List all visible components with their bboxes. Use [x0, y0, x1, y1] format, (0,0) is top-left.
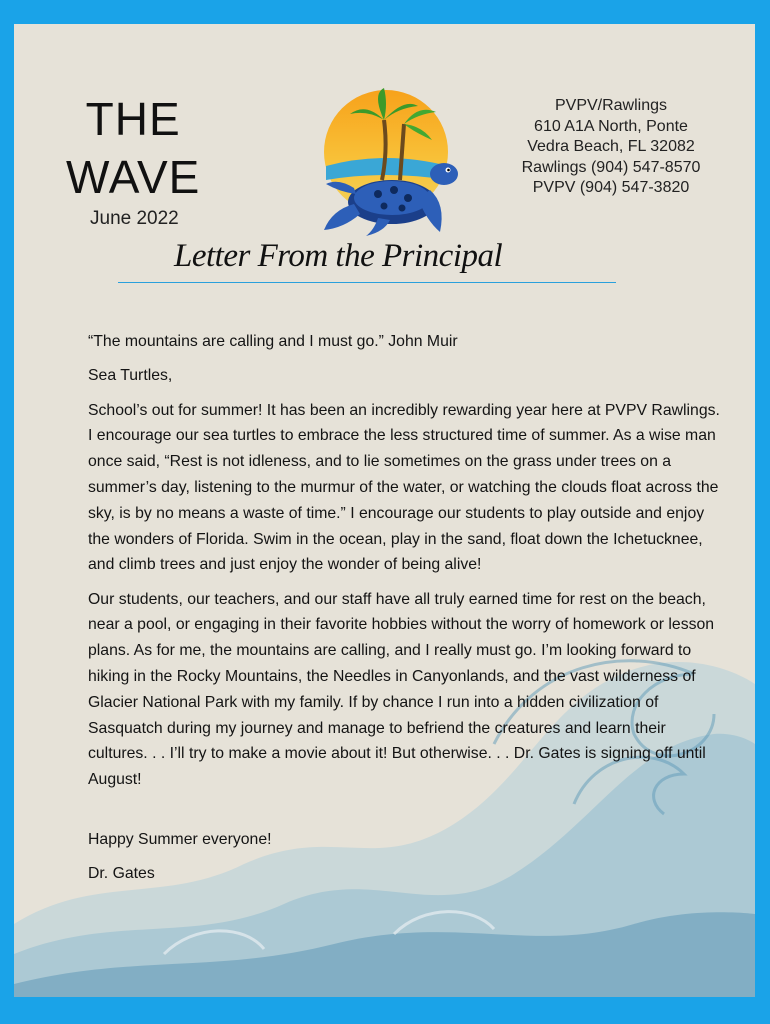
newsletter-title: [66, 90, 200, 206]
phone-pvpv: PVPV (904) 547-3820: [532, 179, 690, 196]
phone-rawlings: Rawlings (904) 547-8570: [521, 158, 701, 176]
title-line-2: WAVE: [66, 151, 201, 203]
opening-quote: “The mountains are calling and I must go.” John Muir: [88, 333, 458, 350]
letter-paragraph-1: School’s out for summer! It has been an incredibly rewarding year here at PVPV Rawlings. I encourage our sea turtles to embrace the less structured time of summer. As a wise man once said, “Rest is not idleness, and to lie sometimes on the grass under trees on a summer’s day, listening to the murmur of the water, or watching the clouds float across the sky, is by no means a waste of time.” I encourage our students to play outside and enjoy the wonders of Florida. Swim in the ocean, play in the sand, float down the Ichetucknee, and climb trees and just enjoy the wonder of being alive!: [88, 401, 720, 574]
article-headline: Letter From the Principal: [174, 238, 503, 274]
closing-line: Happy Summer everyone!: [88, 831, 272, 849]
newsletter-page: [14, 24, 755, 997]
sea-turtle-palm-tree-logo-icon: [314, 80, 474, 240]
address-line-2: 610 A1A North, Ponte: [534, 117, 688, 135]
letter-paragraph-2: Our students, our teachers, and our staff have all truly earned time for rest on the beach, near a pool, or engaging in their favorite hobbies without the worry of homework or lesson plans. As for me, the mountains are calling, and I really must go. I’m looking forward to hiking in the Rocky Mountains, the Needles in Canyonlands, and the vast wilderness of Glacier National Park with my family. If by chance I run into a hidden civilization of Sasquatch during my journey and manage to befriend the creatures and learn their cultures. . . I’ll try to make a movie about it! But otherwise. . . Dr. Gates is signing off until August!: [88, 590, 715, 789]
headline-divider: [118, 282, 616, 283]
address-line-3: Vedra Beach, FL 32082: [527, 138, 695, 155]
salutation: Sea Turtles,: [88, 367, 173, 385]
title-line-1: THE: [85, 93, 181, 145]
issue-date: June 2022: [90, 208, 179, 229]
address-line-1: PVPV/Rawlings: [554, 97, 668, 114]
signature: Dr. Gates: [88, 865, 155, 883]
principal-letter: [88, 329, 728, 896]
school-address: [502, 96, 720, 199]
